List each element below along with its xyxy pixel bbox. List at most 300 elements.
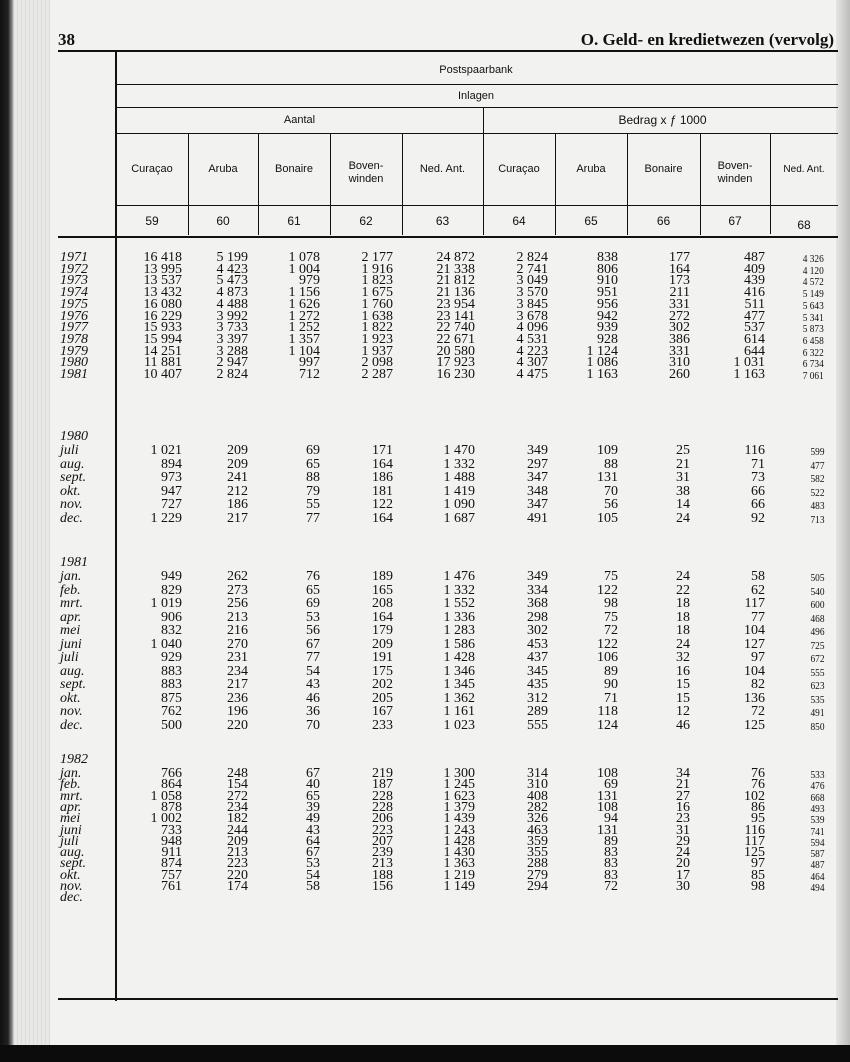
section-label: 1980: [60, 429, 88, 444]
cell-col-59: 16 418: [143, 250, 182, 265]
cell-col-63: 1 419: [443, 483, 475, 499]
cell-col-68: 535: [809, 693, 824, 706]
cell-col-65: 70: [604, 483, 618, 499]
cell-col-63: 1 439: [443, 811, 475, 827]
page-number: 38: [58, 30, 75, 49]
cell-col-67: 136: [744, 690, 765, 706]
row-label: 1979: [60, 343, 88, 359]
row-label: okt.: [60, 867, 81, 883]
cell-col-63: 1 023: [443, 717, 475, 733]
cell-col-65: 1 124: [586, 343, 618, 359]
cell-col-67: 102: [744, 788, 765, 804]
cell-col-60: 234: [227, 799, 248, 815]
cell-col-62: 2 287: [361, 367, 393, 382]
cell-col-67: 82: [751, 677, 765, 692]
cell-col-59: 1 229: [150, 511, 182, 526]
cell-col-65: 72: [604, 623, 618, 638]
cell-col-62: 1 823: [361, 273, 393, 289]
cell-col-63: 23 141: [436, 308, 475, 324]
cell-col-59: 973: [161, 470, 182, 486]
row-label: sept.: [60, 856, 87, 872]
cell-col-61: 1 078: [288, 250, 320, 265]
cell-col-67: 1 031: [733, 355, 765, 371]
row-label: feb.: [60, 777, 81, 793]
cell-col-64: 312: [527, 690, 548, 706]
cell-col-63: 21 338: [436, 261, 475, 277]
cell-col-59: 949: [161, 569, 182, 584]
cell-col-68: 850: [809, 720, 824, 733]
cell-col-60: 272: [227, 788, 248, 804]
cell-col-63: 20 580: [436, 343, 475, 359]
cell-col-64: 355: [527, 845, 548, 861]
column-number: 68: [797, 218, 811, 232]
cell-col-59: 761: [161, 879, 182, 894]
cell-col-64: 4 475: [516, 367, 548, 382]
scan-border: [0, 1045, 850, 1062]
row-label: apr.: [60, 609, 82, 625]
row-label: mrt.: [60, 596, 83, 611]
cell-col-66: 164: [669, 261, 690, 277]
cell-col-63: 1 090: [443, 497, 475, 513]
cell-col-65: 118: [597, 704, 618, 719]
cell-col-62: 122: [372, 497, 393, 513]
cell-col-61: 88: [306, 470, 320, 486]
cell-col-68: 7 061: [802, 370, 824, 382]
cell-col-59: 11 881: [144, 355, 182, 371]
cell-col-67: 98: [751, 879, 765, 894]
cell-col-62: 156: [372, 879, 393, 894]
column-number: 64: [512, 214, 526, 228]
cell-col-60: 213: [227, 845, 248, 861]
cell-col-64: 437: [527, 650, 548, 665]
cell-col-66: 386: [669, 331, 690, 347]
cell-col-62: 1 822: [361, 320, 393, 336]
cell-col-67: 1 163: [733, 367, 765, 382]
cell-col-59: 727: [161, 497, 182, 513]
cell-col-67: 58: [751, 569, 765, 584]
cell-col-67: 72: [751, 704, 765, 719]
column-number: 66: [656, 214, 671, 228]
cell-col-62: 171: [372, 443, 393, 458]
cell-col-61: 53: [306, 609, 320, 625]
cell-col-67: 537: [744, 320, 765, 336]
cell-col-67: 66: [751, 483, 765, 499]
cell-col-59: 883: [161, 677, 182, 692]
cell-col-65: 108: [597, 799, 618, 815]
cell-col-67: 73: [751, 470, 765, 486]
cell-col-63: 1 363: [443, 856, 475, 872]
cell-col-66: 14: [676, 497, 690, 513]
cell-col-60: 5 473: [216, 273, 248, 289]
cell-col-65: 83: [604, 845, 618, 861]
cell-col-61: 1 626: [288, 296, 320, 312]
cell-col-64: 491: [527, 511, 548, 526]
cell-col-60: 209: [227, 456, 248, 472]
cell-col-66: 38: [676, 483, 690, 499]
row-label: juni: [60, 822, 82, 838]
cell-col-61: 58: [306, 879, 320, 894]
cell-col-65: 88: [604, 456, 618, 472]
cell-col-62: 2 177: [361, 250, 393, 265]
cell-col-68: 713: [809, 514, 824, 526]
cell-col-61: 43: [306, 822, 320, 838]
row-label: 1972: [60, 261, 88, 277]
cell-col-59: 13 432: [143, 285, 182, 301]
cell-col-65: 806: [597, 261, 618, 277]
cell-col-67: 644: [744, 343, 765, 359]
cell-col-68: 4 326: [802, 253, 824, 265]
row-label: mei: [60, 623, 81, 638]
cell-col-65: 56: [604, 497, 618, 513]
cell-col-63: 16 230: [436, 367, 475, 382]
cell-col-61: 1 104: [288, 343, 320, 359]
page-right-edge: [836, 0, 850, 1045]
cell-col-66: 173: [669, 273, 690, 289]
cell-col-63: 1 430: [443, 845, 475, 861]
cell-col-63: 1 149: [443, 879, 475, 894]
cell-col-66: 24: [676, 845, 690, 861]
cell-col-64: 345: [527, 663, 548, 679]
cell-col-67: 104: [744, 623, 765, 638]
cell-col-64: 334: [527, 582, 548, 598]
cell-col-66: 20: [676, 856, 690, 872]
cell-col-63: 1 586: [443, 636, 475, 652]
cell-col-66: 34: [676, 766, 690, 781]
cell-col-59: 1 021: [150, 443, 182, 458]
cell-col-61: 46: [306, 690, 320, 706]
cell-col-68: 477: [809, 459, 824, 472]
cell-col-64: 349: [527, 569, 548, 584]
cell-col-59: 875: [161, 690, 182, 706]
row-label: jan.: [60, 766, 82, 781]
cell-col-62: 1 916: [361, 261, 393, 277]
cell-col-66: 29: [676, 833, 690, 849]
cell-col-62: 179: [372, 623, 393, 638]
cell-col-60: 241: [227, 470, 248, 486]
cell-col-67: 97: [751, 650, 765, 665]
cell-col-66: 32: [676, 650, 690, 665]
cell-col-64: 294: [527, 879, 548, 894]
cell-col-68: 496: [809, 626, 824, 638]
cell-col-60: 2 824: [216, 367, 248, 382]
row-label: okt.: [60, 483, 81, 499]
cell-col-67: 76: [751, 766, 765, 781]
cell-col-63: 1 623: [443, 788, 475, 804]
row-label: sept.: [60, 677, 87, 692]
cell-col-62: 167: [372, 704, 393, 719]
cell-col-67: 71: [751, 456, 765, 472]
cell-col-66: 31: [676, 470, 690, 486]
cell-col-61: 65: [306, 456, 320, 472]
column-number: 61: [287, 214, 301, 228]
cell-col-62: 219: [372, 766, 393, 781]
cell-col-66: 272: [669, 308, 690, 324]
cell-col-64: 2 824: [516, 250, 548, 265]
cell-col-60: 234: [227, 663, 248, 679]
cell-col-64: 408: [527, 788, 548, 804]
row-label: aug.: [60, 456, 85, 472]
cell-col-59: 13 537: [143, 273, 182, 289]
cell-col-66: 24: [676, 511, 690, 526]
cell-col-64: 288: [527, 856, 548, 872]
cell-col-64: 4 307: [516, 355, 548, 371]
cell-col-63: 21 812: [436, 273, 475, 289]
cell-col-67: 477: [744, 308, 765, 324]
cell-col-60: 4 423: [216, 261, 248, 277]
cell-col-65: 838: [597, 250, 618, 265]
cell-col-67: 511: [744, 296, 765, 312]
cell-col-64: 349: [527, 443, 548, 458]
cell-col-64: 2 741: [516, 261, 548, 277]
cell-col-61: 67: [306, 766, 320, 781]
cell-col-63: 22 740: [436, 320, 475, 336]
cell-col-65: 1 086: [586, 355, 618, 371]
cell-col-64: 4 096: [516, 320, 548, 336]
cell-col-67: 104: [744, 663, 765, 679]
cell-col-66: 21: [676, 777, 690, 793]
cell-col-67: 117: [744, 596, 765, 611]
cell-col-59: 1 058: [150, 788, 182, 804]
cell-col-67: 127: [744, 636, 765, 652]
cell-col-61: 36: [306, 704, 320, 719]
cell-col-67: 117: [744, 833, 765, 849]
cell-col-61: 39: [306, 799, 320, 815]
cell-col-63: 1 346: [443, 663, 475, 679]
cell-col-63: 1 245: [443, 777, 475, 793]
cell-col-65: 910: [597, 273, 618, 289]
cell-col-60: 154: [227, 777, 248, 793]
cell-col-59: 10 407: [143, 367, 182, 382]
cell-col-61: 1 004: [288, 261, 320, 277]
cell-col-66: 27: [676, 788, 690, 804]
cell-col-64: 3 678: [516, 308, 548, 324]
column-header: Aruba: [576, 163, 606, 175]
cell-col-64: 289: [527, 704, 548, 719]
cell-col-62: 1 638: [361, 308, 393, 324]
cell-col-68: 5 149: [802, 288, 824, 301]
cell-col-63: 1 470: [443, 443, 475, 458]
cell-col-66: 17: [676, 867, 690, 883]
cell-col-67: 116: [744, 822, 765, 838]
column-header: Bonaire: [275, 163, 313, 175]
cell-col-66: 177: [669, 250, 690, 265]
cell-col-60: 217: [227, 511, 248, 526]
cell-col-67: 66: [751, 497, 765, 513]
cell-col-60: 213: [227, 609, 248, 625]
cell-col-59: 16 229: [143, 308, 182, 324]
cell-col-59: 948: [161, 833, 182, 849]
cell-col-61: 67: [306, 636, 320, 652]
cell-col-59: 16 080: [143, 296, 182, 312]
cell-col-68: 522: [809, 486, 824, 499]
column-number: 65: [584, 214, 598, 228]
column-header: Bonaire: [644, 163, 683, 175]
cell-col-61: 1 272: [288, 308, 320, 324]
cell-col-65: 131: [597, 822, 618, 838]
row-label: okt.: [60, 690, 81, 706]
cell-col-61: 56: [306, 623, 320, 638]
cell-col-63: 1 300: [443, 766, 475, 781]
cell-col-61: 1 252: [288, 320, 320, 336]
cell-col-68: 6 322: [802, 346, 824, 359]
cell-col-63: 1 161: [443, 704, 475, 719]
cell-col-64: 368: [527, 596, 548, 611]
cell-col-65: 106: [597, 650, 618, 665]
cell-col-61: 979: [299, 273, 320, 289]
cell-col-62: 2 098: [361, 355, 393, 371]
cell-col-59: 911: [161, 845, 182, 861]
row-label: nov.: [60, 497, 83, 513]
cell-col-62: 164: [372, 511, 393, 526]
cell-col-62: 188: [372, 867, 393, 883]
table-left-border: [115, 51, 117, 1001]
cell-col-62: 207: [372, 833, 393, 849]
cell-col-64: 310: [527, 777, 548, 793]
cell-col-59: 894: [161, 456, 182, 472]
row-label: dec.: [60, 511, 83, 526]
cell-col-59: 832: [161, 623, 182, 638]
column-header: Curaçao: [498, 163, 540, 175]
row-label: mrt.: [60, 788, 83, 804]
cell-col-61: 1 156: [288, 285, 320, 301]
row-label: 1975: [60, 296, 88, 312]
cell-col-64: 314: [527, 766, 548, 781]
cell-col-64: 3 570: [516, 285, 548, 301]
row-label: 1971: [60, 250, 88, 265]
cell-col-65: 124: [597, 717, 618, 733]
cell-col-65: 131: [597, 788, 618, 804]
cell-col-60: 217: [227, 677, 248, 692]
cell-col-62: 206: [372, 811, 393, 827]
cell-col-61: 77: [306, 511, 320, 526]
cell-col-68: 491: [809, 707, 824, 719]
column-header: Boven- winden: [717, 160, 753, 185]
cell-col-60: 209: [227, 443, 248, 458]
cell-col-67: 125: [744, 845, 765, 861]
top-rule: [58, 50, 838, 52]
cell-col-60: 220: [227, 867, 248, 883]
cell-col-68: 6 734: [802, 358, 824, 371]
row-label: juli: [60, 650, 79, 665]
cell-col-61: 997: [299, 355, 320, 371]
bottom-rule: [58, 998, 838, 1000]
cell-col-61: 54: [306, 663, 320, 679]
cell-col-65: 1 163: [586, 367, 618, 382]
cell-col-65: 928: [597, 331, 618, 347]
cell-col-62: 1 937: [361, 343, 393, 359]
cell-col-64: 347: [527, 497, 548, 513]
row-label: jan.: [60, 569, 82, 584]
cell-col-67: 439: [744, 273, 765, 289]
cell-col-66: 12: [676, 704, 690, 719]
cell-col-65: 69: [604, 777, 618, 793]
cell-col-59: 13 995: [143, 261, 182, 277]
cell-col-59: 500: [161, 717, 182, 733]
book-spine-shadow: [0, 0, 14, 1062]
cell-col-61: 43: [306, 677, 320, 692]
cell-col-68: 494: [809, 882, 824, 894]
cell-col-60: 212: [227, 483, 248, 499]
cell-col-65: 98: [604, 596, 618, 611]
cell-col-64: 298: [527, 609, 548, 625]
cell-col-63: 1 428: [443, 650, 475, 665]
cell-col-60: 5 199: [216, 250, 248, 265]
cell-col-61: 76: [306, 569, 320, 584]
cell-col-67: 116: [744, 443, 765, 458]
cell-col-66: 15: [676, 690, 690, 706]
cell-col-60: 262: [227, 569, 248, 584]
row-label: 1977: [60, 320, 88, 336]
cell-col-65: 939: [597, 320, 618, 336]
cell-col-61: 54: [306, 867, 320, 883]
cell-col-61: 712: [299, 367, 320, 382]
cell-col-68: 483: [809, 500, 824, 513]
cell-col-61: 67: [306, 845, 320, 861]
cell-col-67: 86: [751, 799, 765, 815]
cell-col-61: 65: [306, 582, 320, 598]
cell-col-60: 4 488: [216, 296, 248, 312]
cell-col-59: 757: [161, 867, 182, 883]
cell-col-66: 25: [676, 443, 690, 458]
rule: [116, 107, 838, 108]
page-title: O. Geld- en kredietwezen (vervolg): [580, 30, 834, 49]
cell-col-60: 3 733: [216, 320, 248, 336]
cell-col-65: 71: [604, 690, 618, 706]
cell-col-61: 79: [306, 483, 320, 499]
cell-col-62: 164: [372, 609, 393, 625]
cell-col-68: 533: [809, 769, 824, 781]
cell-col-66: 310: [669, 355, 690, 371]
cell-col-68: 623: [809, 680, 824, 692]
cell-col-60: 223: [227, 856, 248, 872]
page-stack-edge: [14, 0, 50, 1045]
cell-col-60: 236: [227, 690, 248, 706]
cell-col-65: 105: [597, 511, 618, 526]
cell-col-63: 1 219: [443, 867, 475, 883]
cell-col-66: 24: [676, 569, 690, 584]
cell-col-66: 15: [676, 677, 690, 692]
cell-col-67: 125: [744, 717, 765, 733]
cell-col-65: 75: [604, 609, 618, 625]
cell-col-59: 947: [161, 483, 182, 499]
cell-col-68: 4 120: [802, 264, 824, 277]
cell-col-66: 31: [676, 822, 690, 838]
cell-col-66: 331: [669, 296, 690, 312]
cell-col-62: 187: [372, 777, 393, 793]
header-bedrag: Bedrag x ƒ 1000: [618, 113, 707, 127]
cell-col-68: 725: [809, 639, 824, 652]
cell-col-64: 297: [527, 456, 548, 472]
cell-col-65: 75: [604, 569, 618, 584]
cell-col-62: 189: [372, 569, 393, 584]
cell-col-64: 347: [527, 470, 548, 486]
cell-col-59: 1 019: [150, 596, 182, 611]
cell-col-68: 672: [809, 653, 824, 665]
cell-col-59: 906: [161, 609, 182, 625]
cell-col-68: 600: [809, 599, 824, 611]
cell-col-64: 453: [527, 636, 548, 652]
cell-col-64: 282: [527, 799, 548, 815]
cell-col-59: 864: [161, 777, 182, 793]
cell-col-67: 92: [751, 511, 765, 526]
column-number: 62: [359, 214, 373, 228]
cell-col-61: 77: [306, 650, 320, 665]
cell-col-62: 233: [372, 717, 393, 733]
cell-col-62: 202: [372, 677, 393, 692]
cell-col-60: 244: [227, 822, 248, 838]
cell-col-63: 1 488: [443, 470, 475, 486]
cell-col-60: 186: [227, 497, 248, 513]
